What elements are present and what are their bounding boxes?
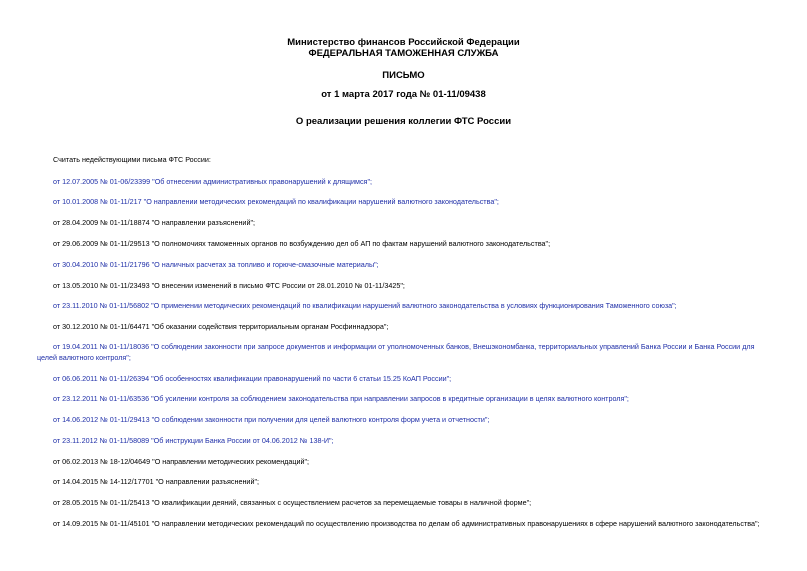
letter-item-11[interactable]: от 14.06.2012 № 01-11/29413 "О соблюдении законности при получении для целей валютного контроля форм учета и отчетности"; <box>53 415 490 424</box>
letter-item-5: от 13.05.2010 № 01-11/23493 "О внесении изменений в письмо ФТС России от 28.01.2010 № 01-11/3425"; <box>53 281 405 290</box>
letter-item-10[interactable]: от 23.12.2011 № 01-11/63536 "Об усилении контроля за соблюдением законодательства при направлении запросов в кредитные организации в целях валютного контроля"; <box>53 394 629 403</box>
document-date-number: от 1 марта 2017 года № 01-11/09438 <box>321 89 486 100</box>
letter-item-3: от 29.06.2009 № 01-11/29513 "О полномочиях таможенных органов по возбуждению дел об АП по фактам нарушений валютного законодательства"; <box>53 239 551 248</box>
letter-item-9[interactable]: от 06.06.2011 № 01-11/26394 "Об особенностях квалификации правонарушений по части 6 статьи 15.25 КоАП России"; <box>53 374 452 383</box>
letter-item-16: от 14.09.2015 № 01-11/45101 "О направлении методических рекомендаций по осуществлению производства по делам об административных правонарушениях в сфере нарушений валютного законодательства"; <box>53 519 760 528</box>
letter-item-8[interactable]: от 19.04.2011 № 01-11/18036 "О соблюдении законности при запросе документов и информации от уполномоченных банков, Внешэкономбанка, территориальных управлений Банка России и Банка России для целей валютного контроля"; <box>37 342 755 362</box>
intro-text: Считать недействующими письма ФТС России: <box>53 155 211 164</box>
letter-item-6[interactable]: от 23.11.2010 № 01-11/56802 "О применении методических рекомендаций по квалификации нарушений валютного законодательства в условиях функционирования Таможенного союза"; <box>53 301 677 310</box>
letter-item-14: от 14.04.2015 № 14-112/17701 "О направлении разъяснений"; <box>53 477 260 486</box>
ministry-name: Министерство финансов Российской Федерации <box>287 37 520 48</box>
letter-item-13: от 06.02.2013 № 18-12/04649 "О направлении методических рекомендаций"; <box>53 457 310 466</box>
document-subject: О реализации решения коллегии ФТС России <box>295 116 512 127</box>
letter-item-2: от 28.04.2009 № 01-11/18874 "О направлении разъяснений"; <box>53 218 256 227</box>
letter-item-15: от 28.05.2015 № 01-11/25413 "О квалификации деяний, связанных с осуществлением расчетов за перемещаемые товары в наличной форме"; <box>53 498 532 507</box>
letter-item-0[interactable]: от 12.07.2005 № 01-06/23399 "Об отнесении административных правонарушений к длящимся"; <box>53 177 372 186</box>
letter-item-12[interactable]: от 23.11.2012 № 01-11/58089 "Об инструкции Банка России от 04.06.2012 № 138-И"; <box>53 436 334 445</box>
letter-item-1[interactable]: от 10.01.2008 № 01-11/217 "О направлении методических рекомендаций по квалификации нарушений валютного законодательства"; <box>53 197 499 206</box>
letter-item-7: от 30.12.2010 № 01-11/64471 "Об оказании содействия территориальным органам Росфиннадзора"; <box>53 322 389 331</box>
document-type: ПИСЬМО <box>382 70 425 81</box>
letter-item-4[interactable]: от 30.04.2010 № 01-11/21796 "О наличных расчетах за топливо и горюче-смазочные материалы"; <box>53 260 379 269</box>
service-name: ФЕДЕРАЛЬНАЯ ТАМОЖЕННАЯ СЛУЖБА <box>308 48 499 59</box>
